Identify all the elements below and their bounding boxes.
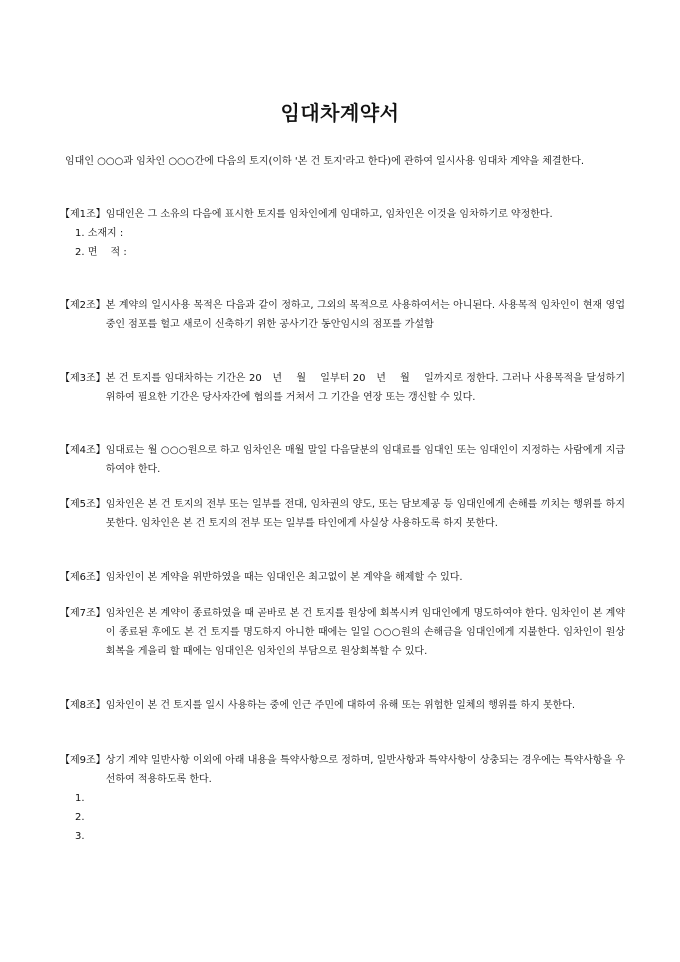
intro-paragraph: 임대인 ○○○과 임차인 ○○○간에 다음의 토지(이하 '본 건 토지'라고 한다)에 관하여 일시사용 임대차 계약을 체결한다. (65, 156, 585, 167)
article-7 (60, 604, 625, 661)
article-6-text: 임차인이 본 계약을 위반하였을 때는 임대인은 최고없이 본 계약을 해제할 수 있다. (105, 572, 463, 583)
article-4-heading: 【제4조】 (60, 445, 106, 456)
article-2-heading: 【제2조】 (60, 300, 106, 311)
article-6 (60, 568, 625, 587)
article-9-text: 상기 계약 일반사항 이외에 아래 내용을 특약사항으로 정하며, 일반사항과 특약사항이 상충되는 경우에는 특약사항을 우선하여 적용하도록 한다. (105, 755, 625, 785)
article-3-text: 본 건 토지를 임대차하는 기간은 20 년 월 일부터 20 년 월 일까지로 정한다. 그러나 사용목적을 달성하기 위하여 필요한 기간은 당사자간에 협의를 거쳐서 그 기간을 연장 또는 갱신할 수 있다. (105, 373, 625, 403)
article-1 (60, 205, 625, 262)
article-9-item-1: 1. (75, 793, 85, 804)
article-2 (60, 296, 625, 334)
article-8-heading: 【제8조】 (60, 700, 106, 711)
article-9-item-2: 2. (75, 812, 85, 823)
article-1-items (60, 224, 625, 262)
article-1-item-2: 2. 면 적 : (75, 247, 127, 258)
article-1-text: 임대인은 그 소유의 다음에 표시한 토지를 임차인에게 임대하고, 임차인은 이것을 임차하기로 약정한다. (105, 209, 553, 220)
article-5-heading: 【제5조】 (60, 499, 106, 510)
article-3 (60, 369, 625, 407)
article-5 (60, 495, 625, 533)
article-8-text: 임차인이 본 건 토지를 일시 사용하는 중에 인근 주민에 대하여 유해 또는 위험한 일체의 행위를 하지 못한다. (105, 700, 576, 711)
article-9-heading: 【제9조】 (60, 755, 106, 766)
article-7-heading: 【제7조】 (60, 608, 106, 619)
article-9-item-3: 3. (75, 831, 85, 842)
article-1-item-1: 1. 소재지 : (75, 228, 124, 239)
article-9 (60, 751, 625, 846)
article-5-text: 임차인은 본 건 토지의 전부 또는 일부를 전대, 임차권의 양도, 또는 담보제공 등 임대인에게 손해를 끼치는 행위를 하지 못한다. 임차인은 본 건 토지의 전부 또는 일부를 타인에게 사실상 사용하도록 하지 못한다. (105, 499, 625, 529)
article-6-heading: 【제6조】 (60, 572, 106, 583)
article-7-text: 임차인은 본 계약이 종료하였을 때 곧바로 본 건 토지를 원상에 회복시켜 임대인에게 명도하여야 한다. 임차인이 본 계약이 종료된 후에도 본 건 토지를 명도하지 아니한 때에는 일일 ○○○원의 손해금을 임대인에게 지불한다. 임차인이 원상회복을 게을리 할 때에는 임대인은 임차인의 부담으로 원상회복할 수 있다. (105, 608, 625, 657)
article-4-text: 임대료는 월 ○○○원으로 하고 임차인은 매월 말일 다음달분의 임대료를 임대인 또는 임대인이 지정하는 사람에게 지급하여야 한다. (105, 445, 625, 475)
article-3-heading: 【제3조】 (60, 373, 106, 384)
article-4 (60, 441, 625, 479)
document-title: 임대차계약서 (280, 101, 400, 125)
article-9-items (60, 789, 625, 846)
article-8 (60, 696, 625, 715)
article-1-heading: 【제1조】 (60, 209, 106, 220)
article-2-text: 본 계약의 일시사용 목적은 다음과 같이 정하고, 그외의 목적으로 사용하여서는 아니된다. 사용목적 임차인이 현재 영업중인 점포를 헐고 새로이 신축하기 위한 공사기간 동안임시의 점포를 가설함 (105, 300, 625, 330)
